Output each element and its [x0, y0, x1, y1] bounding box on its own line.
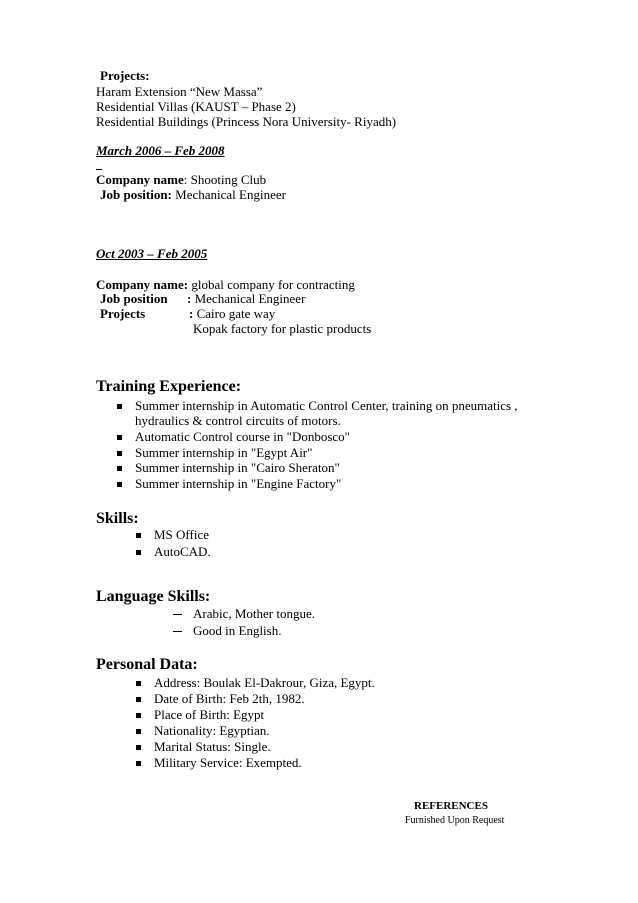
square-bullet-icon — [136, 550, 141, 555]
job1-company-value: : Shooting Club — [183, 172, 267, 187]
job2-position: : Mechanical Engineer — [187, 291, 306, 306]
references-note: Furnished Upon Request — [405, 815, 505, 826]
job2-period: Oct 2003 – Feb 2005 — [96, 246, 208, 261]
language-item: Good in English. — [193, 623, 282, 638]
projects-heading: Projects: — [100, 68, 150, 83]
square-bullet-icon — [136, 533, 141, 538]
job1-position-value: Mechanical Engineer — [171, 187, 286, 202]
language-item: Arabic, Mother tongue. — [193, 606, 316, 621]
square-bullet-icon — [136, 761, 141, 766]
job1-period: March 2006 – Feb 2008 — [96, 143, 225, 158]
job2-project: : Cairo gate way — [189, 306, 276, 321]
personal-item: Date of Birth: Feb 2th, 1982. — [154, 691, 305, 706]
underline-mark — [96, 169, 102, 170]
job2-company — [96, 277, 355, 292]
job2-position-label: Job position — [100, 291, 168, 306]
project-item: Haram Extension “New Massa” — [96, 84, 263, 99]
project-item: Residential Villas (KAUST – Phase 2) — [96, 99, 296, 114]
square-bullet-icon — [136, 681, 141, 686]
training-item: Summer internship in "Cairo Sheraton" — [135, 460, 340, 475]
skill-item: AutoCAD. — [154, 544, 211, 559]
training-item: Summer internship in "Engine Factory" — [135, 476, 342, 491]
dash-bullet-icon — [173, 631, 182, 632]
job1-company — [96, 172, 266, 187]
personal-item: Nationality: Egyptian. — [154, 723, 270, 738]
personal-heading: Personal Data: — [96, 656, 198, 673]
job2-projects-label: Projects — [100, 306, 146, 321]
training-item: Automatic Control course in "Donbosco" — [135, 429, 350, 444]
job2-company-label: Company name: — [96, 277, 189, 292]
skill-item: MS Office — [154, 527, 210, 542]
job1-position-label: Job position: — [100, 187, 172, 202]
personal-item: Marital Status: Single. — [154, 739, 271, 754]
project-item: Residential Buildings (Princess Nora University- Riyadh) — [96, 114, 397, 129]
job2-project-value: Cairo gate way — [196, 306, 276, 321]
square-bullet-icon — [136, 729, 141, 734]
personal-item: Military Service: Exempted. — [154, 755, 302, 770]
square-bullet-icon — [136, 713, 141, 718]
job2-company-value: global company for contracting — [188, 277, 355, 292]
square-bullet-icon — [136, 745, 141, 750]
training-item: Summer internship in "Egypt Air" — [135, 445, 313, 460]
job1-company-label: Company name — [96, 172, 184, 187]
square-bullet-icon — [117, 435, 122, 440]
job1-position — [100, 187, 286, 202]
job2-position-value: Mechanical Engineer — [194, 291, 306, 306]
references-title: REFERENCES — [414, 800, 488, 812]
training-item-cont: hydraulics & control circuits of motors. — [135, 413, 341, 428]
language-heading: Language Skills: — [96, 588, 211, 605]
square-bullet-icon — [117, 404, 122, 409]
personal-item: Address: Boulak El-Dakrour, Giza, Egypt. — [154, 675, 375, 690]
square-bullet-icon — [117, 466, 122, 471]
square-bullet-icon — [117, 451, 122, 456]
job2-project: Kopak factory for plastic products — [193, 321, 372, 336]
square-bullet-icon — [117, 482, 122, 487]
dash-bullet-icon — [173, 614, 182, 615]
personal-item: Place of Birth: Egypt — [154, 707, 265, 722]
training-heading: Training Experience: — [96, 378, 242, 395]
training-item: Summer internship in Automatic Control Center, training on pneumatics , — [135, 398, 518, 413]
skills-heading: Skills: — [96, 510, 139, 527]
square-bullet-icon — [136, 697, 141, 702]
